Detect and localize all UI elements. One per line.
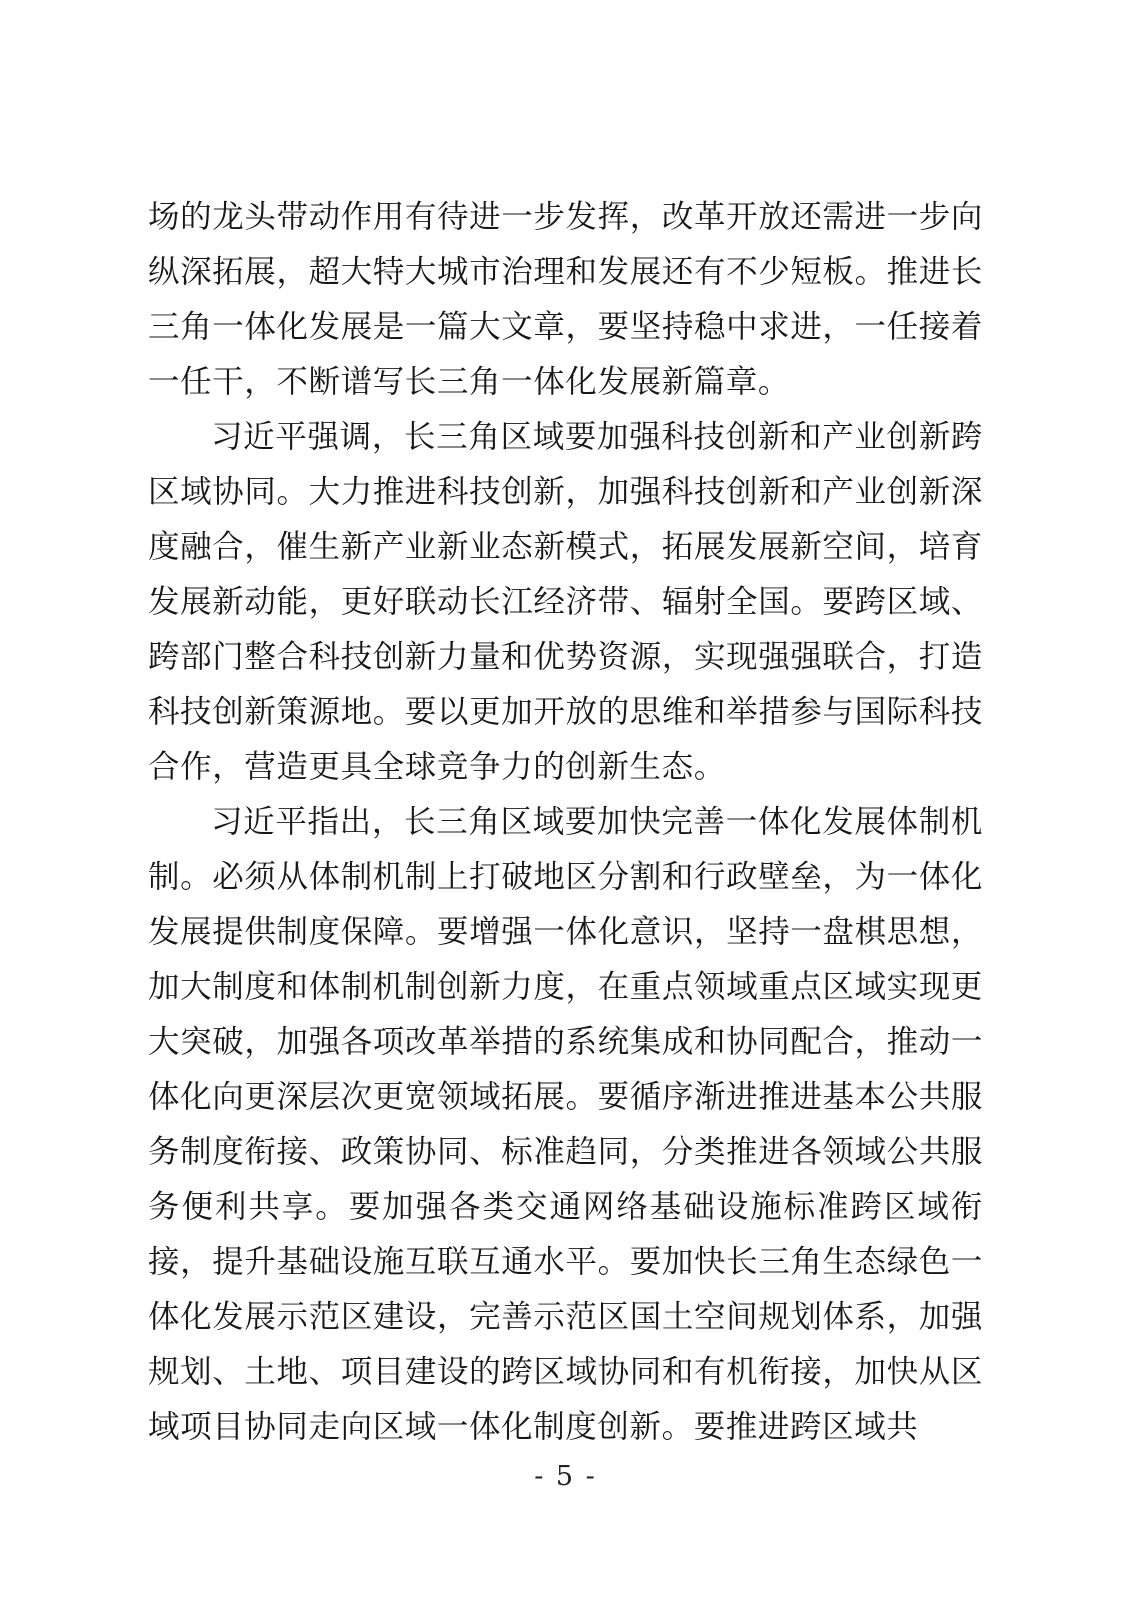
paragraph-1: 场的龙头带动作用有待进一步发挥，改革开放还需进一步向纵深拓展，超大特大城市治理和发展还有不少短板。推进长三角一体化发展是一篇大文章，要坚持稳中求进，一任接着一任干，不断谱写长三角一体化发展新篇章。 bbox=[148, 199, 983, 400]
page-number: - 5 - bbox=[534, 1461, 597, 1492]
paragraph-2: 习近平强调，长三角区域要加强科技创新和产业创新跨区域协同。大力推进科技创新，加强科技创新和产业创新深度融合，催生新产业新业态新模式，拓展发展新空间，培育发展新动能，更好联动长江经济带、辐射全国。要跨区域、跨部门整合科技创新力量和优势资源，实现强强联合，打造科技创新策源地。要以更加开放的思维和举措参与国际科技合作，营造更具全球竞争力的创新生态。 bbox=[148, 419, 983, 785]
document-body bbox=[148, 190, 983, 1455]
paragraph-3: 习近平指出，长三角区域要加快完善一体化发展体制机制。必须从体制机制上打破地区分割和行政壁垒，为一体化发展提供制度保障。要增强一体化意识，坚持一盘棋思想，加大制度和体制机制创新力度，在重点领域重点区域实现更大突破，加强各项改革举措的系统集成和协同配合，推动一体化向更深层次更宽领域拓展。要循序渐进推进基本公共服务制度衔接、政策协同、标准趋同，分类推进各领域公共服务便利共享。要加强各类交通网络基础设施标准跨区域衔接，提升基础设施互联互通水平。要加快长三角生态绿色一体化发展示范区建设，完善示范区国土空间规划体系，加强规划、土地、项目建设的跨区域协同和有机衔接，加快从区域项目协同走向区域一体化制度创新。要推进跨区域共 bbox=[148, 804, 983, 1445]
